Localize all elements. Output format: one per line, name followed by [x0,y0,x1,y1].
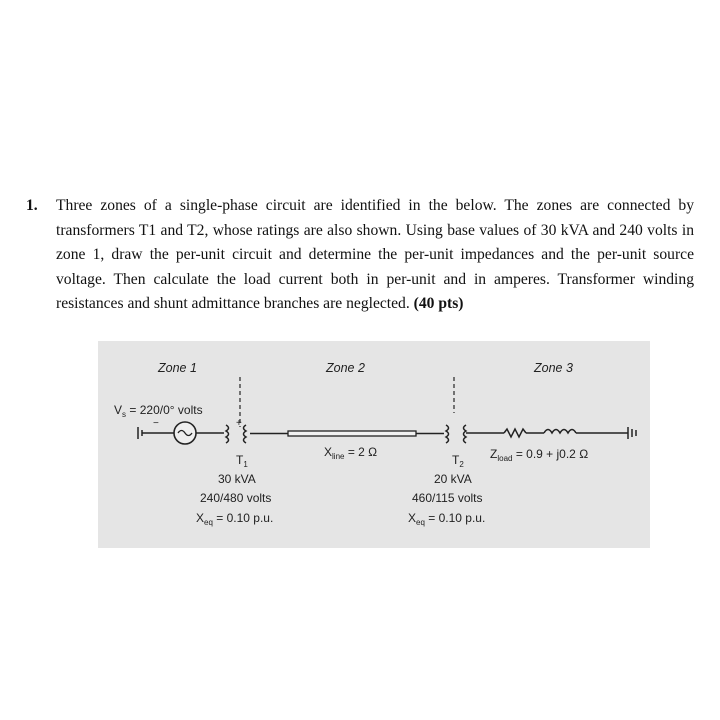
zone-1-label: Zone 1 [158,361,197,375]
load-ground-icon [628,427,636,439]
circuit-figure [98,341,650,548]
zone-3-label: Zone 3 [534,361,573,375]
zone-2-label: Zone 2 [326,361,365,375]
t2-voltage: 460/115 volts [412,491,483,505]
problem-text: Three zones of a single-phase circuit are identified in the below. The zones are connected by transformers T1 and T2, whose ratings are also shown. Using base values of 30 kVA and 240 volts in zone 1, draw the per-unit circuit and determine the per-unit impedances and the per-unit source voltage. Then calculate the load current both in per-unit and in amperes. Transformer winding resistances and shunt admittance branches are neglected. [56,197,694,313]
t2-reactance: $X_{eq} = 0.10$ p.u. [408,511,486,527]
t1-rating: 30 kVA [218,472,256,486]
problem-points: (40 pts) [413,295,464,313]
source-label: $V_s = 220/0^\circ$ volts [114,403,203,419]
transmission-line-icon [250,431,444,436]
t2-rating: 20 kVA [434,472,472,486]
t2-label: $T_2$ [452,453,464,469]
source-minus: − [153,418,159,429]
source-plus: + [236,418,242,429]
t1-reactance: $X_{eq} = 0.10$ p.u. [196,511,274,527]
line-reactance-label: $X_{line} = 2$ Ω [324,445,378,461]
t1-label: $T_1$ [236,453,248,469]
problem-statement [26,194,694,317]
ac-source-icon [174,422,196,444]
problem-paragraph [56,194,694,317]
t1-voltage: 240/480 volts [200,491,272,505]
transformer-t2-icon [446,425,466,443]
problem-number: 1. [26,197,38,214]
load-impedance-icon [466,429,628,437]
load-impedance-label: $Z_{load} = 0.9 + j0.2$ Ω [490,447,589,463]
